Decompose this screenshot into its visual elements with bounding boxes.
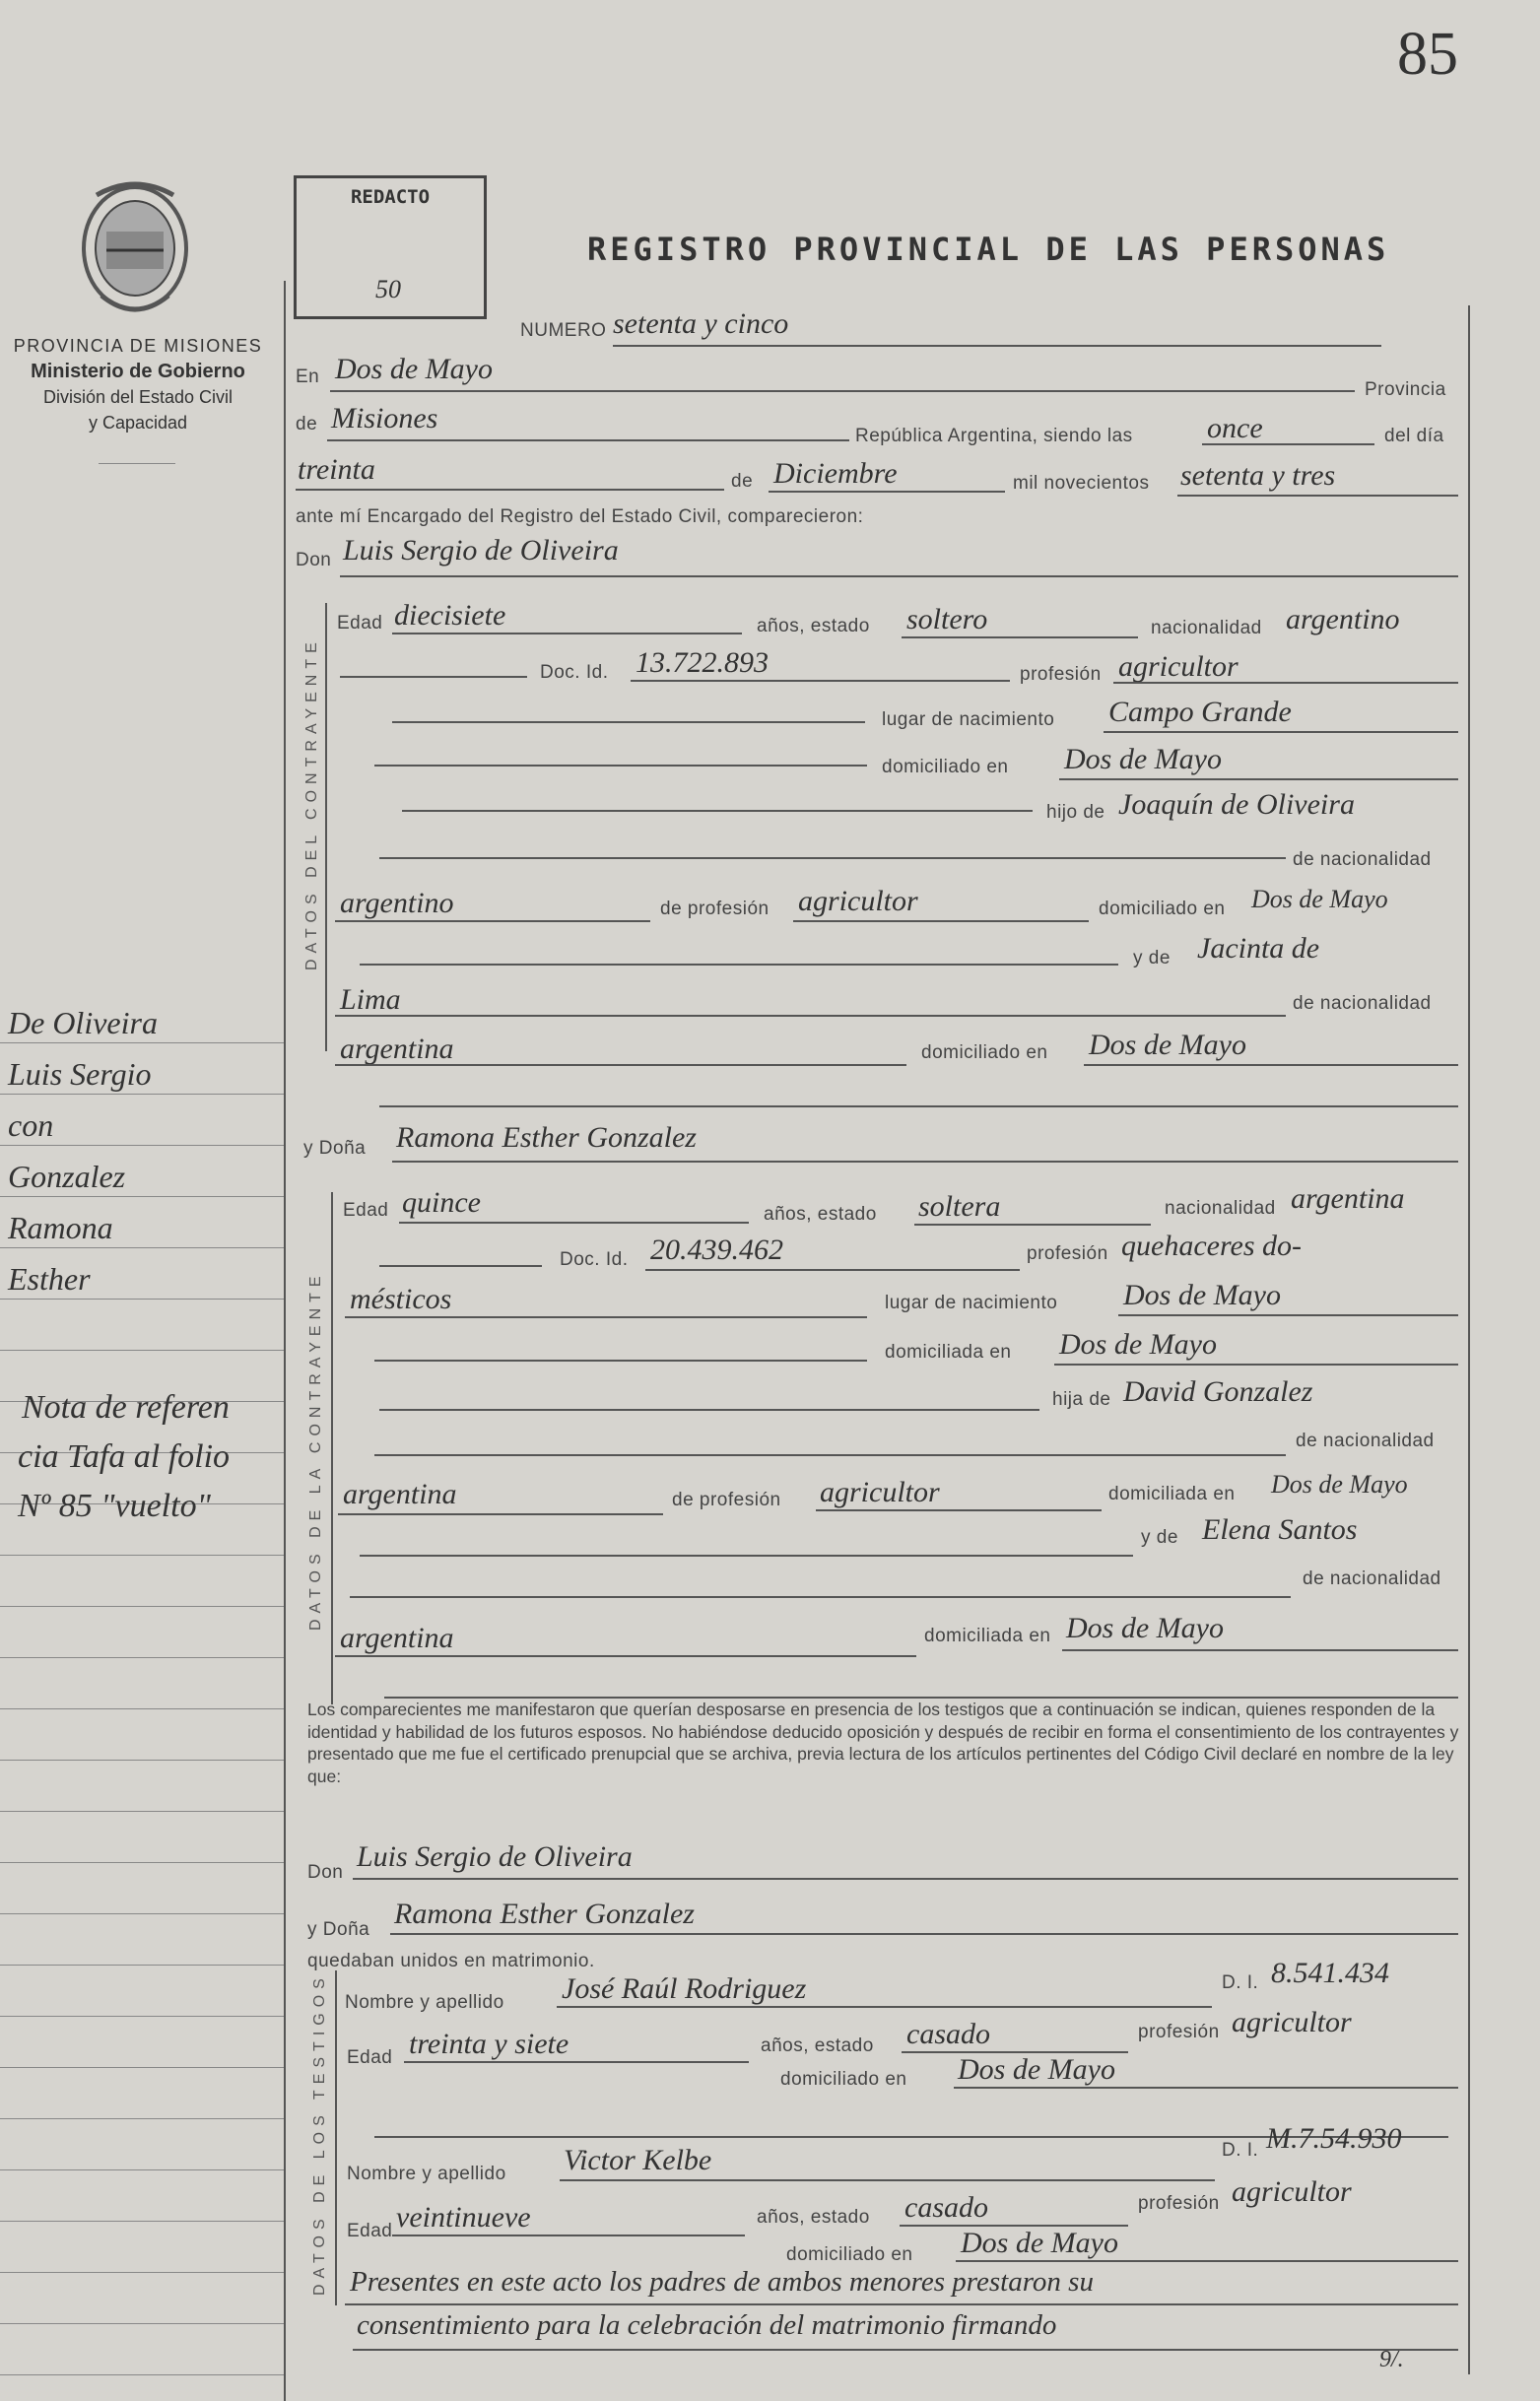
witness-side-label: DATOS DE LOS TESTIGOS xyxy=(311,1972,328,2296)
field-line xyxy=(914,1224,1151,1226)
di-label: D. I. xyxy=(1222,2140,1259,2161)
form-right-border xyxy=(1468,305,1470,2374)
bride-mother-nationality: argentina xyxy=(340,1622,454,1654)
de-profesion-label: de profesión xyxy=(660,899,770,919)
provincia-label: Provincia xyxy=(1365,379,1446,400)
field-line xyxy=(1059,778,1458,780)
margin-name-line: Esther xyxy=(8,1261,91,1297)
nac-label: nacionalidad xyxy=(1165,1198,1276,1219)
field-line xyxy=(1054,1364,1458,1366)
witness2-age: veintinueve xyxy=(396,2201,531,2234)
margin-name-line: De Oliveira xyxy=(8,1005,158,1040)
field-line xyxy=(374,1454,1286,1456)
groom-status: soltero xyxy=(906,603,988,635)
field-line xyxy=(360,964,1118,966)
groom-mother: Jacinta de xyxy=(1197,932,1320,965)
field-line xyxy=(1104,731,1458,733)
groom-age: diecisiete xyxy=(394,599,506,632)
year-value: setenta y tres xyxy=(1180,459,1336,492)
margin-ruled-line xyxy=(0,1042,284,1043)
hija-label: hija de xyxy=(1052,1389,1111,1410)
field-line xyxy=(404,2061,749,2063)
capacity-name: y Capacidad xyxy=(88,413,188,433)
declaration-paragraph: Los comparecientes me manifestaron que querían desposarse en presencia de los testigos que a continuación se indican, quienes responden de la identidad y habilidad de los futuros esposos. No habiéndose deducido oposición y después de recibir en forma el consentimiento de los contrayentes y presentado que me fue el certificado prenupcial que se archiva, previa lectura de los artículos pertinentes del Código Civil declaré en nombre de la ley que: xyxy=(307,1700,1459,1786)
field-line xyxy=(379,857,1286,859)
de-nac-label: de nacionalidad xyxy=(1293,993,1432,1014)
groom-father-address: Dos de Mayo xyxy=(1251,885,1388,913)
witness2-di: M.7.54.930 xyxy=(1266,2122,1402,2155)
margin-ruled-line xyxy=(0,1657,284,1658)
field-line xyxy=(353,2349,1458,2351)
field-line xyxy=(335,920,650,922)
bride-father-address: Dos de Mayo xyxy=(1271,1470,1408,1499)
witness1-address: Dos de Mayo xyxy=(958,2053,1115,2086)
doc-label: Doc. Id. xyxy=(560,1249,629,1270)
bride-birthplace: Dos de Mayo xyxy=(1123,1279,1281,1311)
field-line xyxy=(954,2087,1458,2089)
edad-label: Edad xyxy=(337,613,383,634)
bride-nationality: argentina xyxy=(1291,1182,1405,1215)
de-profesion-label: de profesión xyxy=(672,1490,781,1510)
field-line xyxy=(390,1933,1458,1935)
field-line xyxy=(379,1265,542,1267)
document-title: REGISTRO PROVINCIAL DE LAS PERSONAS xyxy=(587,231,1390,268)
footer-mark: 9/. xyxy=(1379,2347,1404,2372)
page-number: 85 xyxy=(1397,21,1458,88)
dona-label: y Doña xyxy=(303,1138,367,1159)
groom-bracket xyxy=(325,603,327,1051)
field-line xyxy=(1062,1649,1458,1651)
en-value: Dos de Mayo xyxy=(335,353,493,385)
margin-ruled-line xyxy=(0,1913,284,1914)
office-header xyxy=(0,333,276,435)
margin-name-line: con xyxy=(8,1107,54,1143)
groom-mother-nationality: argentina xyxy=(340,1033,454,1065)
bride-father-profession: agricultor xyxy=(820,1476,940,1508)
domic-label: domiciliado en xyxy=(786,2244,913,2265)
domic-label: domiciliado en xyxy=(1099,899,1226,919)
domic-label: domiciliada en xyxy=(924,1626,1051,1646)
margin-note-line: cia Tafa al folio xyxy=(18,1438,231,1475)
lugar-label: lugar de nacimiento xyxy=(885,1293,1058,1313)
decl-dona-label: y Doña xyxy=(307,1919,370,1940)
margin-ruled-line xyxy=(0,2323,284,2324)
field-line xyxy=(335,1655,916,1657)
margin-ruled-line xyxy=(0,2221,284,2222)
margin-note-line: Nº 85 "vuelto" xyxy=(18,1488,211,1524)
margin-name-line: Ramona xyxy=(8,1210,113,1245)
bride-mother: Elena Santos xyxy=(1202,1513,1358,1546)
witness1-profession: agricultor xyxy=(1232,2006,1352,2038)
margin-ruled-line xyxy=(0,1299,284,1300)
margin-note-line: Nota de referen xyxy=(22,1389,230,1426)
witness1-status: casado xyxy=(906,2018,990,2050)
witness2-name: Victor Kelbe xyxy=(564,2144,712,2176)
field-line xyxy=(816,1509,1102,1511)
groom-father-nationality: argentino xyxy=(340,887,454,919)
field-line xyxy=(374,1360,867,1362)
field-line xyxy=(1084,1064,1458,1066)
de-label: de xyxy=(296,414,318,434)
margin-name-line: Luis Sergio xyxy=(8,1056,152,1092)
don-label: Don xyxy=(296,550,332,570)
field-line xyxy=(1202,443,1374,445)
field-line xyxy=(379,1409,1039,1411)
domic-label: domiciliado en xyxy=(921,1042,1048,1063)
groom-mother-cont: Lima xyxy=(340,983,401,1016)
prof-label: profesión xyxy=(1027,1243,1108,1264)
estado-label: años, estado xyxy=(761,2035,874,2056)
domic-label: domiciliada en xyxy=(1108,1484,1236,1504)
quedaban-text: quedaban unidos en matrimonio. xyxy=(307,1951,595,1971)
redacto-stamp xyxy=(294,175,487,319)
de-nac-label: de nacionalidad xyxy=(1303,1568,1441,1589)
groom-father: Joaquín de Oliveira xyxy=(1118,788,1355,821)
di-label: D. I. xyxy=(1222,1972,1259,1993)
bride-side-label: DATOS DE LA CONTRAYENTE xyxy=(307,1270,324,1631)
groom-profession: agricultor xyxy=(1118,650,1239,683)
field-line xyxy=(345,1316,867,1318)
margin-name-line: Gonzalez xyxy=(8,1159,126,1194)
hijo-label: hijo de xyxy=(1046,802,1105,823)
field-line xyxy=(392,633,742,634)
margin-ruled-line xyxy=(0,1862,284,1863)
bride-profession: quehaceres do- xyxy=(1121,1230,1302,1262)
anos-label: años, estado xyxy=(764,1204,877,1225)
witness2-status: casado xyxy=(904,2191,988,2224)
field-line xyxy=(1118,1314,1458,1316)
prof-label: profesión xyxy=(1020,664,1102,685)
de-nac-label: de nacionalidad xyxy=(1296,1431,1435,1451)
groom-father-profession: agricultor xyxy=(798,885,918,917)
bride-status: soltera xyxy=(918,1190,1001,1223)
field-line xyxy=(1177,495,1458,497)
prof-label: profesión xyxy=(1138,2022,1220,2042)
margin-ruled-line xyxy=(0,1196,284,1197)
ante-label: ante mí Encargado del Registro del Estado Civil, comparecieron: xyxy=(296,506,864,527)
bride-bracket xyxy=(331,1192,333,1704)
margin-ruled-line xyxy=(0,2016,284,2017)
field-line xyxy=(340,575,1458,577)
field-line xyxy=(360,1555,1133,1557)
field-line xyxy=(345,2303,1458,2305)
domic-label: domiciliado en xyxy=(882,757,1009,777)
field-line xyxy=(296,489,724,491)
margin-ruled-line xyxy=(0,2374,284,2375)
margin-ruled-line xyxy=(0,2272,284,2273)
bride-father-nationality: argentina xyxy=(343,1478,457,1510)
field-line xyxy=(613,345,1381,347)
edad-label: Edad xyxy=(347,2047,393,2068)
en-label: En xyxy=(296,367,320,387)
field-line xyxy=(374,765,867,767)
margin-ruled-line xyxy=(0,2169,284,2170)
witness1-name: José Raúl Rodriguez xyxy=(562,1972,807,2005)
footer-note-line-2: consentimiento para la celebración del matrimonio firmando xyxy=(357,2309,1057,2341)
y-de-label: y de xyxy=(1141,1527,1178,1548)
field-line xyxy=(335,1064,906,1066)
month-value: Diciembre xyxy=(773,457,898,490)
bride-profession-cont: mésticos xyxy=(350,1283,452,1315)
divider xyxy=(99,463,175,464)
field-line xyxy=(335,1015,1286,1017)
domic-label: domiciliado en xyxy=(780,2069,907,2090)
witness-name-label: Nombre y apellido xyxy=(347,2164,506,2184)
witness2-address: Dos de Mayo xyxy=(961,2227,1118,2259)
bride-doc: 20.439.462 xyxy=(650,1234,783,1266)
field-line xyxy=(392,721,865,723)
stamp-number: 50 xyxy=(375,275,401,303)
field-line xyxy=(902,636,1138,638)
field-line xyxy=(350,1596,1291,1598)
coat-of-arms-seal xyxy=(77,177,193,315)
field-line xyxy=(956,2260,1458,2262)
y-de-label: y de xyxy=(1133,948,1171,968)
margin-ruled-line xyxy=(0,2118,284,2119)
de-value: Misiones xyxy=(331,402,438,434)
margin-ruled-line xyxy=(0,2067,284,2068)
margin-ruled-line xyxy=(0,1606,284,1607)
republica-label: República Argentina, siendo las xyxy=(855,426,1133,446)
field-line xyxy=(338,1513,663,1515)
domic-label: domiciliada en xyxy=(885,1342,1012,1363)
field-line xyxy=(392,1161,1458,1163)
anos-label: años, estado xyxy=(757,616,870,636)
field-line xyxy=(557,2006,1212,2008)
decl-groom-name: Luis Sergio de Oliveira xyxy=(357,1840,633,1873)
margin-ruled-line xyxy=(0,1708,284,1709)
groom-nationality: argentino xyxy=(1286,603,1400,635)
field-line xyxy=(392,2234,745,2236)
field-line xyxy=(793,920,1089,922)
groom-doc: 13.722.893 xyxy=(636,646,769,679)
dia-label: del día xyxy=(1384,426,1444,446)
field-line xyxy=(1113,682,1458,684)
margin-ruled-line xyxy=(0,1247,284,1248)
doc-label: Doc. Id. xyxy=(540,662,609,683)
de2-label: de xyxy=(731,471,754,492)
margin-ruled-line xyxy=(0,1965,284,1966)
witness-bracket xyxy=(335,1970,337,2305)
don-value: Luis Sergio de Oliveira xyxy=(343,534,619,567)
witness1-age: treinta y siete xyxy=(409,2028,569,2060)
groom-mother-address: Dos de Mayo xyxy=(1089,1029,1246,1061)
field-line xyxy=(402,810,1033,812)
field-line xyxy=(631,680,1010,682)
margin-ruled-line xyxy=(0,1094,284,1095)
field-line xyxy=(769,491,1005,493)
groom-side-label: DATOS DEL CONTRAYENTE xyxy=(303,636,320,970)
stamp-label: REDACTO xyxy=(350,186,431,208)
bride-name: Ramona Esther Gonzalez xyxy=(396,1121,697,1154)
numero-value: setenta y cinco xyxy=(613,307,789,340)
field-line xyxy=(353,1878,1458,1880)
margin-ruled-line xyxy=(0,1811,284,1812)
de-nac-label: de nacionalidad xyxy=(1293,849,1432,870)
groom-address: Dos de Mayo xyxy=(1064,743,1222,775)
field-line xyxy=(379,1105,1458,1107)
numero-label: NUMERO xyxy=(520,320,607,341)
lugar-label: lugar de nacimiento xyxy=(882,709,1055,730)
bride-father: David Gonzalez xyxy=(1123,1375,1313,1408)
field-line xyxy=(340,676,527,678)
province-name: PROVINCIA DE MISIONES xyxy=(13,336,263,356)
witness-name-label: Nombre y apellido xyxy=(345,1992,504,2013)
decl-don-label: Don xyxy=(307,1862,344,1883)
margin-ruled-line xyxy=(0,1760,284,1761)
decl-bride-name: Ramona Esther Gonzalez xyxy=(394,1898,695,1930)
margin-ruled-line xyxy=(0,1145,284,1146)
field-line xyxy=(327,439,849,441)
margin-ruled-line xyxy=(0,1555,284,1556)
division-name: División del Estado Civil xyxy=(42,387,234,407)
prof-label: profesión xyxy=(1138,2193,1220,2214)
field-line xyxy=(560,2179,1215,2181)
hour-value: once xyxy=(1207,412,1263,444)
nac-label: nacionalidad xyxy=(1151,618,1262,638)
groom-birthplace: Campo Grande xyxy=(1108,696,1292,728)
estado-label: años, estado xyxy=(757,2207,870,2228)
day-value: treinta xyxy=(298,453,375,486)
field-line xyxy=(645,1269,1020,1271)
ministry-name: Ministerio de Gobierno xyxy=(31,361,245,382)
footer-note-line-1: Presentes en este acto los padres de ambos menores prestaron su xyxy=(350,2266,1094,2298)
bride-age: quince xyxy=(402,1186,481,1219)
witness2-profession: agricultor xyxy=(1232,2175,1352,2208)
edad-label: Edad xyxy=(343,1200,389,1221)
bride-mother-address: Dos de Mayo xyxy=(1066,1612,1224,1644)
margin-ruled-line xyxy=(0,1350,284,1351)
mil-label: mil novecientos xyxy=(1013,473,1150,494)
margin-border xyxy=(284,281,286,2401)
witness1-di: 8.541.434 xyxy=(1271,1957,1389,1989)
edad-label: Edad xyxy=(347,2221,393,2241)
field-line xyxy=(330,390,1355,392)
field-line xyxy=(399,1222,749,1224)
bride-address: Dos de Mayo xyxy=(1059,1328,1217,1361)
